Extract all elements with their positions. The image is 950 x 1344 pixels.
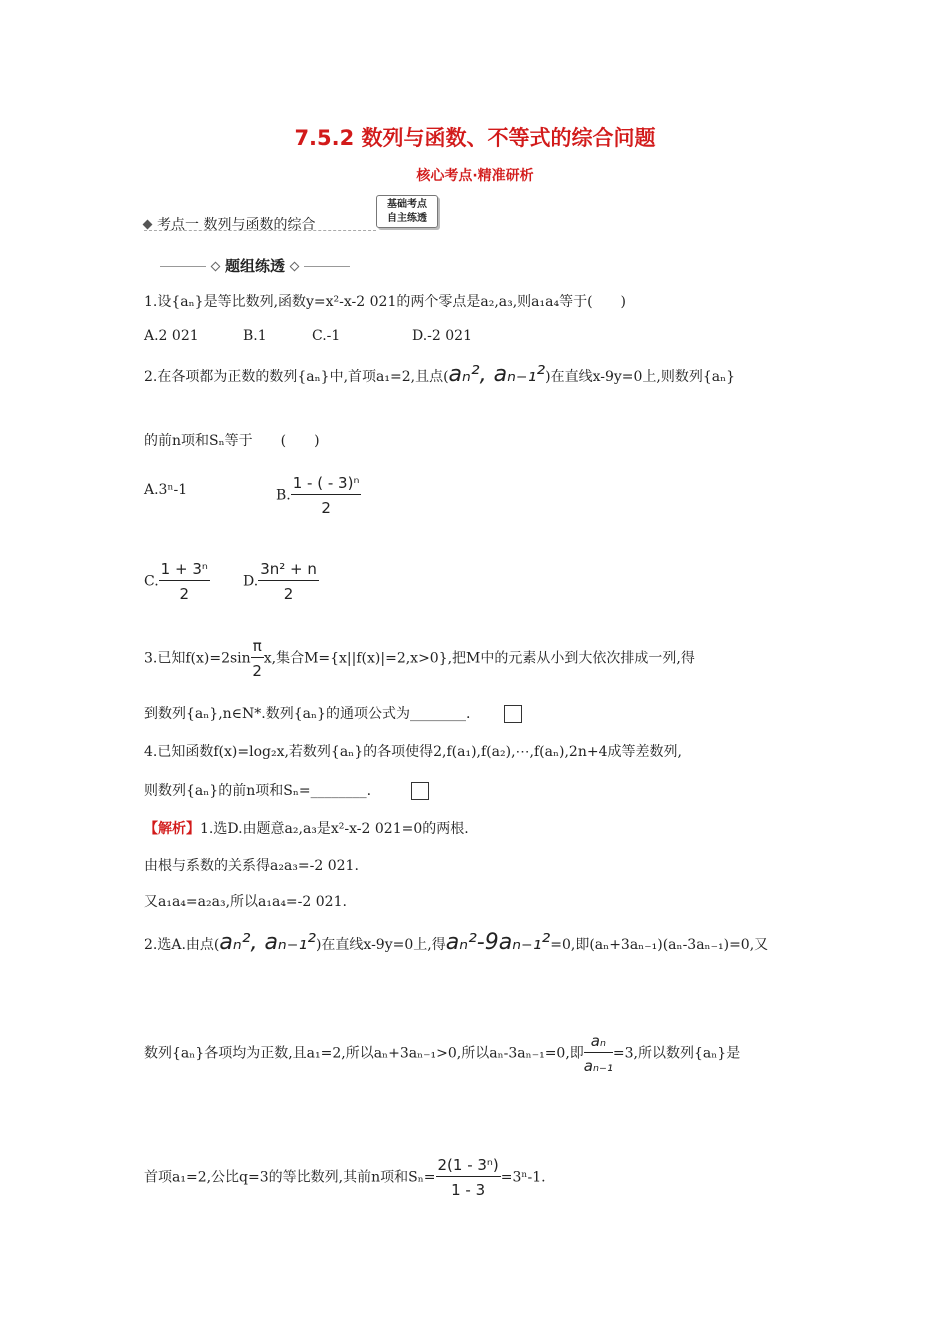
divider-line [160,266,206,267]
option-label: D. [243,573,259,590]
numerator: π [251,637,264,658]
numerator: 1 + 3ⁿ [159,560,210,581]
analysis-line-1 [144,818,469,838]
q2-option-c [144,560,210,603]
q3-text-b: x,集合M={x||f(x)|=2,x>0},把M中的元素从小到大依次排成一列,得 [263,650,695,667]
numerator: aₙ [584,1032,613,1053]
question-1-stem: 1.设{aₙ}是等比数列,函数y=x²-x-2 021的两个零点是a₂,a₃,则a₁a₄等于( ) [144,294,627,310]
denominator: 2 [283,585,294,603]
denominator: 2 [252,662,262,680]
question-3-stem [144,637,695,680]
analysis-text: =3ⁿ-1. [500,1169,546,1186]
q2-option-d [243,560,319,603]
option-label: C. [144,573,159,590]
q3-text-a: 3.已知f(x)=2sin [144,650,251,667]
fraction [436,1156,501,1199]
q1-option-c: C.-1 [312,328,341,344]
numerator: 2(1 - 3ⁿ) [436,1156,501,1177]
q4-text-b: 则数列{aₙ}的前n项和Sₙ=________. [144,783,372,799]
q2-text-b: )在直线x-9y=0上,则数列{aₙ} [545,369,736,385]
q1-option-a: A.2 021 [144,328,199,344]
fraction [251,637,264,680]
group-label: 题组练透 [225,257,286,275]
analysis-text: =0,即(aₙ+3aₙ₋₁)(aₙ-3aₙ₋₁)=0,又 [550,937,769,953]
option-label: B. [276,487,291,504]
fraction [258,560,319,603]
analysis-point: aₙ², aₙ₋₁² [219,930,316,955]
divider-line [304,266,350,267]
diamond-icon [143,220,153,230]
analysis-text: 1.选D.由题意a₂,a₃是x²-x-2 021=0的两根. [200,821,469,837]
group-heading [160,255,350,276]
analysis-expression: aₙ²-9aₙ₋₁² [445,930,551,955]
q2-option-a: A.3ⁿ-1 [144,482,188,498]
denominator: 1 - 3 [451,1181,486,1199]
numerator: 1 - ( - 3)ⁿ [291,474,362,495]
question-4-stem: 4.已知函数f(x)=log₂x,若数列{aₙ}的各项使得2,f(a₁),f(a₂),⋯,f(aₙ),2n+4成等差数列, [144,744,682,760]
analysis-line-4 [144,930,768,955]
analysis-text: )在直线x-9y=0上,得 [315,937,446,953]
badge-line-2: 自主练透 [387,213,427,224]
analysis-line-5 [144,1032,740,1075]
q1-option-b: B.1 [243,328,267,344]
fraction [291,474,362,517]
q2-point: aₙ², aₙ₋₁² [448,362,546,387]
q3-text-c: 到数列{aₙ},n∈N*.数列{aₙ}的通项公式为________. [144,706,471,722]
question-2-stem-cont: 的前n项和Sₙ等于 ( ) [144,433,320,449]
question-2-stem [144,362,735,387]
fraction [584,1032,613,1075]
analysis-line-2: 由根与系数的关系得a₂a₃=-2 021. [144,858,359,874]
fraction [159,560,210,603]
q2-option-b [276,474,361,517]
answer-box[interactable] [411,782,429,800]
section-heading [144,214,315,234]
page-title: 7.5.2 数列与函数、不等式的综合问题 [294,126,656,150]
badge-line-1: 基础考点 [387,199,427,210]
denominator: 2 [321,499,331,517]
answer-box[interactable] [504,705,522,723]
numerator: 3n² + n [258,560,319,581]
page-subtitle: 核心考点·精准研析 [416,168,534,184]
section-label: 考点一 数列与函数的综合 [157,217,316,233]
q1-option-d: D.-2 021 [412,328,472,344]
section-badge [376,195,438,228]
diamond-icon [211,262,221,272]
analysis-tag: 【解析】 [144,821,200,837]
diamond-icon [290,262,300,272]
q2-text-a: 2.在各项都为正数的数列{aₙ}中,首项a₁=2,且点( [144,369,449,385]
analysis-text: 首项a₁=2,公比q=3的等比数列,其前n项和Sₙ= [144,1169,436,1186]
denominator: 2 [179,585,190,603]
section-divider [144,230,376,231]
analysis-text: 数列{aₙ}各项均为正数,且a₁=2,所以aₙ+3aₙ₋₁>0,所以aₙ-3aₙ₋₁=0,即 [144,1045,584,1062]
analysis-text: 2.选A.由点( [144,937,220,953]
question-4-stem-cont [144,780,429,800]
analysis-line-3: 又a₁a₄=a₂a₃,所以a₁a₄=-2 021. [144,894,347,910]
question-3-stem-cont [144,703,522,723]
analysis-text: =3,所以数列{aₙ}是 [612,1045,741,1062]
analysis-line-6 [144,1156,546,1199]
denominator: aₙ₋₁ [583,1057,613,1075]
